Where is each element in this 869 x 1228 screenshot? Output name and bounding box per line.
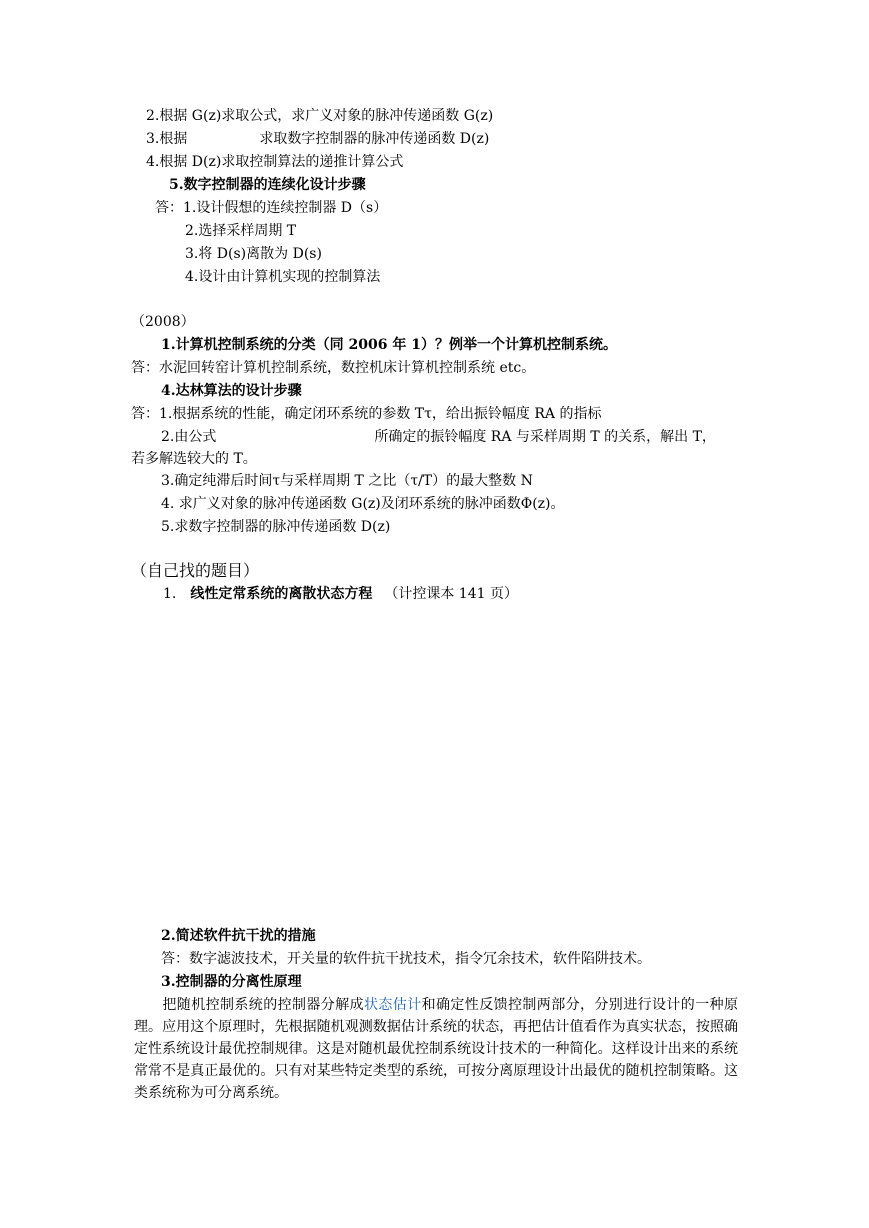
answer-4-step-2-prefix: 2.由公式 (161, 429, 217, 445)
section-self-heading: （自己找的题目） (131, 561, 260, 580)
item-4-text: 4.根据 D(z)求取控制算法的递推计算公式 (146, 154, 404, 170)
answer-4-step-4: 4. 求广义对象的脉冲传递函数 G(z)及闭环系统的脉冲函数Φ(z)。 (161, 496, 565, 512)
self-question-1 (163, 584, 518, 604)
answer-1-text: 答：水泥回转窑计算机控制系统，数控机床计算机控制系统 etc。 (131, 360, 536, 376)
item-2-text: 2.根据 G(z)求取公式，求广义对象的脉冲传递函数 G(z) (146, 108, 494, 124)
self-question-1-note: （计控课本 141 页） (384, 586, 518, 602)
self-answer-2-text: 答：数字滤波技术，开关量的软件抗干扰技术，指令冗余技术，软件陷阱技术。 (161, 951, 651, 967)
question-5-title: 5.数字控制器的连续化设计步骤 (169, 177, 366, 193)
paragraph-text-start: 把随机控制系统的控制器分解成 (162, 997, 364, 1013)
answer-5-step-1: 答：1.设计假想的连续控制器 D（s） (155, 200, 388, 216)
self-question-1-title: 线性定常系统的离散状态方程 (190, 586, 373, 602)
self-question-2-title: 2.简述软件抗干扰的措施 (161, 928, 316, 944)
question-4-title: 4.达林算法的设计步骤 (161, 383, 302, 399)
item-3-suffix: 求取数字控制器的脉冲传递函数 D(z) (259, 131, 490, 147)
section-2008-heading: （2008） (131, 314, 195, 330)
answer-4-step-2 (161, 427, 716, 447)
question-1-title: 1.计算机控制系统的分类（同 2006 年 1）？例举一个计算机控制系统。 (161, 337, 617, 353)
answer-4-step-3: 3.确定纯滞后时间τ与采样周期 T 之比（τ/T）的最大整数 N (161, 473, 533, 489)
self-question-3-title: 3.控制器的分离性原理 (161, 974, 302, 990)
blank-figure-area (131, 610, 731, 920)
answer-4-step-2-continued: 若多解选较大的 T。 (131, 451, 257, 467)
answer-4-step-2-suffix: 所确定的振铃幅度 RA 与采样周期 T 的关系，解出 T， (374, 429, 716, 445)
item-3-text (146, 129, 489, 149)
paragraph-text-rest: 和确定性反馈控制两部分，分别进行设计的一种原理。应用这个原理时，先根据随机观测数据估计系统的状态，再把估计值看作为真实状态，按照确定性系统设计最优控制规律。这是对随机最优控制系统设计技术的一种简化。这样设计出来的系统常常不是真正最优的。只有对某些特定类型的系统，可按分离原理设计出最优的随机控制策略。这类系统称为可分离系统。 (134, 997, 739, 1101)
answer-5-step-3: 3.将 D(s)离散为 D(s) (185, 246, 322, 262)
self-answer-3-paragraph (134, 994, 738, 1104)
answer-4-step-1: 答：1.根据系统的性能，确定闭环系统的参数 Tτ，给出振铃幅度 RA 的指标 (131, 406, 602, 422)
self-question-1-number: 1. (163, 586, 177, 602)
state-estimation-link[interactable]: 状态估计 (364, 997, 422, 1013)
answer-5-step-4: 4.设计由计算机实现的控制算法 (185, 269, 381, 285)
answer-4-step-5: 5.求数字控制器的脉冲传递函数 D(z) (161, 519, 391, 535)
item-3-prefix: 3.根据 (146, 131, 188, 147)
answer-5-step-2: 2.选择采样周期 T (185, 223, 297, 239)
